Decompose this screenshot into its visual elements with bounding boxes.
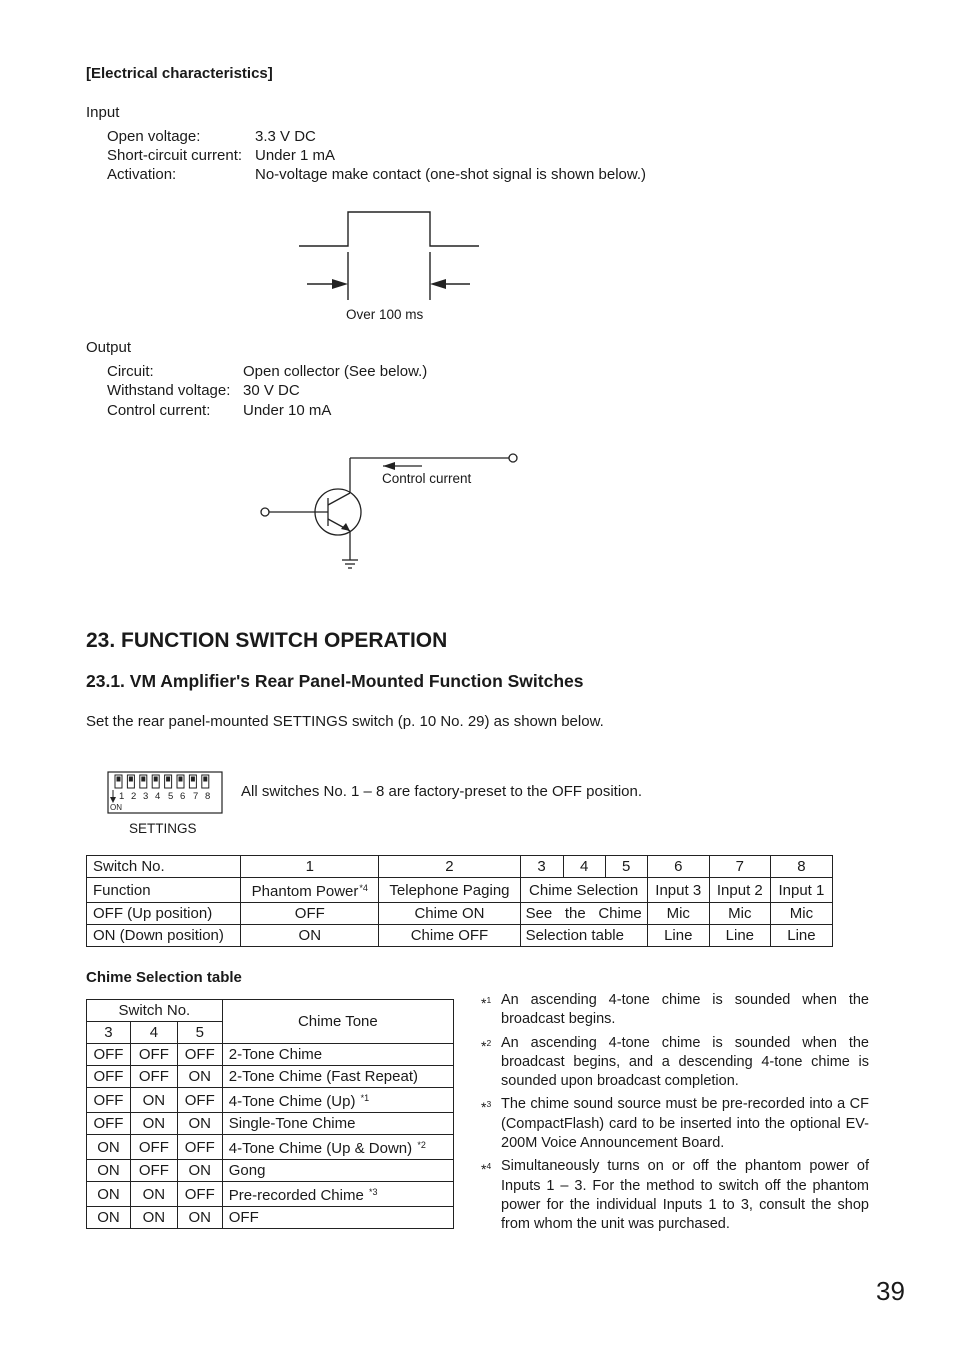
table-row	[87, 856, 833, 878]
footnotes	[481, 991, 869, 1239]
footnote-number: 2	[486, 1037, 492, 1048]
dip-knob	[191, 777, 195, 782]
dip-knob	[117, 777, 121, 782]
electrical-heading: [Electrical characteristics]	[86, 65, 273, 82]
switch-state-cell: OFF	[177, 1135, 222, 1160]
chime-tone-label: 2-Tone Chime (Fast Repeat)	[228, 1068, 418, 1085]
footnote	[481, 1034, 869, 1092]
chime-tone-label: Pre-recorded Chime	[228, 1187, 364, 1204]
footnote	[481, 991, 869, 1030]
footnote-text: An ascending 4-tone chime is sounded when the broadcast begins, and a descending 4-tone chime is sounded upon broadcast completion.	[501, 1034, 869, 1090]
switch-state-cell: ON	[130, 1182, 177, 1207]
dip-number: 4	[155, 791, 161, 802]
switch-state-cell: OFF	[177, 1044, 222, 1066]
dip-knob	[166, 777, 170, 782]
table-row	[87, 1182, 454, 1207]
function-cell: Input 2	[709, 878, 770, 903]
switch-function-table	[86, 855, 833, 947]
chime-tone-label: 4-Tone Chime (Up)	[228, 1093, 356, 1110]
table-row	[87, 878, 833, 903]
spec-key: Open voltage:	[107, 128, 201, 145]
chime-tone-cell	[222, 1135, 453, 1160]
row-header: ON (Down position)	[87, 925, 241, 947]
switch-state-cell: OFF	[87, 1088, 131, 1113]
spec-key: Short-circuit current:	[107, 147, 243, 164]
on-cell: Line	[709, 925, 770, 947]
footnote-asterisk: *	[481, 1161, 487, 1178]
spec-key: Activation:	[107, 166, 177, 183]
switch-state-cell: OFF	[87, 1113, 131, 1135]
switch-state-cell: ON	[130, 1113, 177, 1135]
on-cell: ON	[241, 925, 379, 947]
switch-state-cell: OFF	[130, 1160, 177, 1182]
input-label: Input	[86, 104, 120, 121]
row-header: OFF (Up position)	[87, 903, 241, 925]
chime-tone-cell	[222, 1066, 453, 1088]
chime-table-title: Chime Selection table	[86, 969, 242, 986]
footnote	[481, 1095, 869, 1153]
switch-number: 3	[87, 1022, 131, 1044]
dip-knob	[129, 777, 133, 782]
output-label: Output	[86, 339, 132, 356]
switch-state-cell: OFF	[130, 1066, 177, 1088]
spec-key: Withstand voltage:	[107, 382, 231, 399]
chime-tone-cell	[222, 1207, 453, 1229]
switch-number: 4	[130, 1022, 177, 1044]
spec-value: Open collector (See below.)	[243, 363, 428, 380]
spec-value: 3.3 V DC	[255, 128, 316, 145]
table-row	[87, 1135, 454, 1160]
on-cell: Line	[647, 925, 709, 947]
dip-knob	[154, 777, 158, 782]
switch-state-cell: OFF	[87, 1044, 131, 1066]
switch-state-cell: ON	[87, 1135, 131, 1160]
table-row	[87, 1160, 454, 1182]
footnote-mark	[481, 991, 491, 1013]
footnote-mark	[481, 1034, 491, 1056]
dip-knob	[203, 777, 207, 782]
footnote-number: 1	[486, 995, 492, 1005]
switch-state-cell: ON	[87, 1160, 131, 1182]
off-cell: Mic	[770, 903, 832, 925]
footnote-number: 4	[486, 1161, 492, 1172]
footnote-asterisk: *	[481, 1099, 487, 1116]
off-cell: Mic	[647, 903, 709, 925]
dip-on-label: ON	[110, 803, 122, 812]
footnote-text: Simultaneously turns on or off the phantom power of Inputs 1 – 3. For the method to switch off the phantom power for the individual Inputs 1 to 3, consult the shop from whom the unit was purchased.	[501, 1158, 869, 1233]
chime-tone-label: Gong	[228, 1162, 266, 1179]
table-row	[87, 1113, 454, 1135]
chime-tone-cell	[222, 1044, 453, 1066]
footnote-asterisk: *	[481, 1037, 487, 1054]
switch-state-cell: ON	[87, 1182, 131, 1207]
on-cell: Selection table	[520, 925, 647, 947]
off-cell: See the Chime	[520, 903, 647, 925]
page-number: 39	[876, 1276, 905, 1306]
on-cell: Line	[770, 925, 832, 947]
spec-value: Under 1 mA	[255, 147, 336, 164]
row-header: Function	[87, 878, 241, 903]
footnote-ref: *4	[359, 883, 368, 893]
dip-number: 1	[119, 791, 125, 802]
table-row	[87, 1000, 454, 1022]
section-subtitle: 23.1. VM Amplifier's Rear Panel-Mounted Function Switches	[86, 671, 584, 691]
table-row	[87, 903, 833, 925]
off-cell: OFF	[241, 903, 379, 925]
on-cell: Chime OFF	[379, 925, 520, 947]
switch-no-header: Switch No.	[87, 1000, 223, 1022]
dip-number: 2	[131, 791, 137, 802]
intro-text: Set the rear panel-mounted SETTINGS switch (p. 10 No. 29) as shown below.	[86, 713, 604, 730]
footnote-ref: *2	[417, 1140, 426, 1150]
table-row	[87, 1044, 454, 1066]
switch-state-cell: ON	[130, 1207, 177, 1229]
table-row	[87, 1088, 454, 1113]
dip-number: 5	[168, 791, 174, 802]
section-title: 23. FUNCTION SWITCH OPERATION	[86, 629, 448, 652]
switch-state-cell: OFF	[177, 1088, 222, 1113]
pulse-caption: Over 100 ms	[346, 307, 424, 322]
chime-tone-label: 2-Tone Chime	[228, 1046, 323, 1063]
switch-number: 6	[647, 856, 709, 878]
footnote-ref: *3	[368, 1187, 378, 1197]
spec-value: No-voltage make contact (one-shot signal is shown below.)	[255, 166, 647, 183]
chime-tone-label: 4-Tone Chime (Up & Down)	[228, 1140, 413, 1157]
switch-number: 3	[520, 856, 563, 878]
function-cell: Input 3	[647, 878, 709, 903]
footnote-text: An ascending 4-tone chime is sounded when the broadcast begins.	[501, 992, 869, 1028]
spec-value: 30 V DC	[243, 382, 300, 399]
spec-key: Circuit:	[107, 363, 154, 380]
dip-number: 6	[180, 791, 186, 802]
switch-state-cell: ON	[177, 1207, 222, 1229]
table-row	[87, 1207, 454, 1229]
dip-number: 7	[193, 791, 199, 802]
dip-knob	[141, 777, 145, 782]
switch-number: 5	[605, 856, 647, 878]
switch-number: 4	[563, 856, 605, 878]
off-cell: Mic	[709, 903, 770, 925]
circuit-caption: Control current	[382, 471, 472, 486]
switch-number: 1	[241, 856, 379, 878]
footnote	[481, 1157, 869, 1234]
chime-tone-header: Chime Tone	[222, 1000, 453, 1044]
switch-state-cell: ON	[130, 1088, 177, 1113]
spec-key: Control current:	[107, 402, 211, 419]
chime-tone-cell	[222, 1182, 453, 1207]
footnote-asterisk: *	[481, 995, 487, 1011]
chime-tone-cell	[222, 1160, 453, 1182]
dip-number: 8	[205, 791, 211, 802]
switch-state-cell: ON	[177, 1160, 222, 1182]
table-row	[87, 1066, 454, 1088]
chime-selection-table	[86, 999, 454, 1229]
dip-caption: SETTINGS	[129, 821, 197, 836]
footnote-text: The chime sound source must be pre-recorded into a CF (CompactFlash) card to be inserted into the optional EV-200M Voice Announcement Board.	[501, 1096, 869, 1152]
switch-state-cell: OFF	[130, 1044, 177, 1066]
switch-state-cell: ON	[177, 1113, 222, 1135]
function-cell: Input 1	[770, 878, 832, 903]
switch-state-cell: OFF	[130, 1135, 177, 1160]
switch-state-cell: OFF	[177, 1182, 222, 1207]
function-cell: Telephone Paging	[379, 878, 520, 903]
row-header: Switch No.	[87, 856, 241, 878]
spec-value: Under 10 mA	[243, 402, 332, 419]
function-label: Phantom Power	[251, 883, 359, 900]
switch-number: 7	[709, 856, 770, 878]
switch-state-cell: ON	[177, 1066, 222, 1088]
function-cell	[241, 878, 379, 903]
footnote-mark	[481, 1157, 491, 1179]
chime-tone-cell	[222, 1113, 453, 1135]
switch-state-cell: ON	[87, 1207, 131, 1229]
footnote-mark	[481, 1095, 491, 1117]
footnote-number: 3	[486, 1099, 492, 1110]
dip-number: 3	[143, 791, 149, 802]
table-row	[87, 925, 833, 947]
footnote-ref: *1	[360, 1093, 370, 1103]
function-cell: Chime Selection	[520, 878, 647, 903]
dip-note: All switches No. 1 – 8 are factory-preset to the OFF position.	[241, 783, 643, 800]
switch-number: 8	[770, 856, 832, 878]
chime-tone-label: OFF	[228, 1209, 259, 1226]
dip-knob	[179, 777, 183, 782]
off-cell: Chime ON	[379, 903, 520, 925]
chime-tone-cell	[222, 1088, 453, 1113]
switch-state-cell: OFF	[87, 1066, 131, 1088]
chime-tone-label: Single-Tone Chime	[228, 1115, 356, 1132]
switch-number: 2	[379, 856, 520, 878]
switch-number: 5	[177, 1022, 222, 1044]
